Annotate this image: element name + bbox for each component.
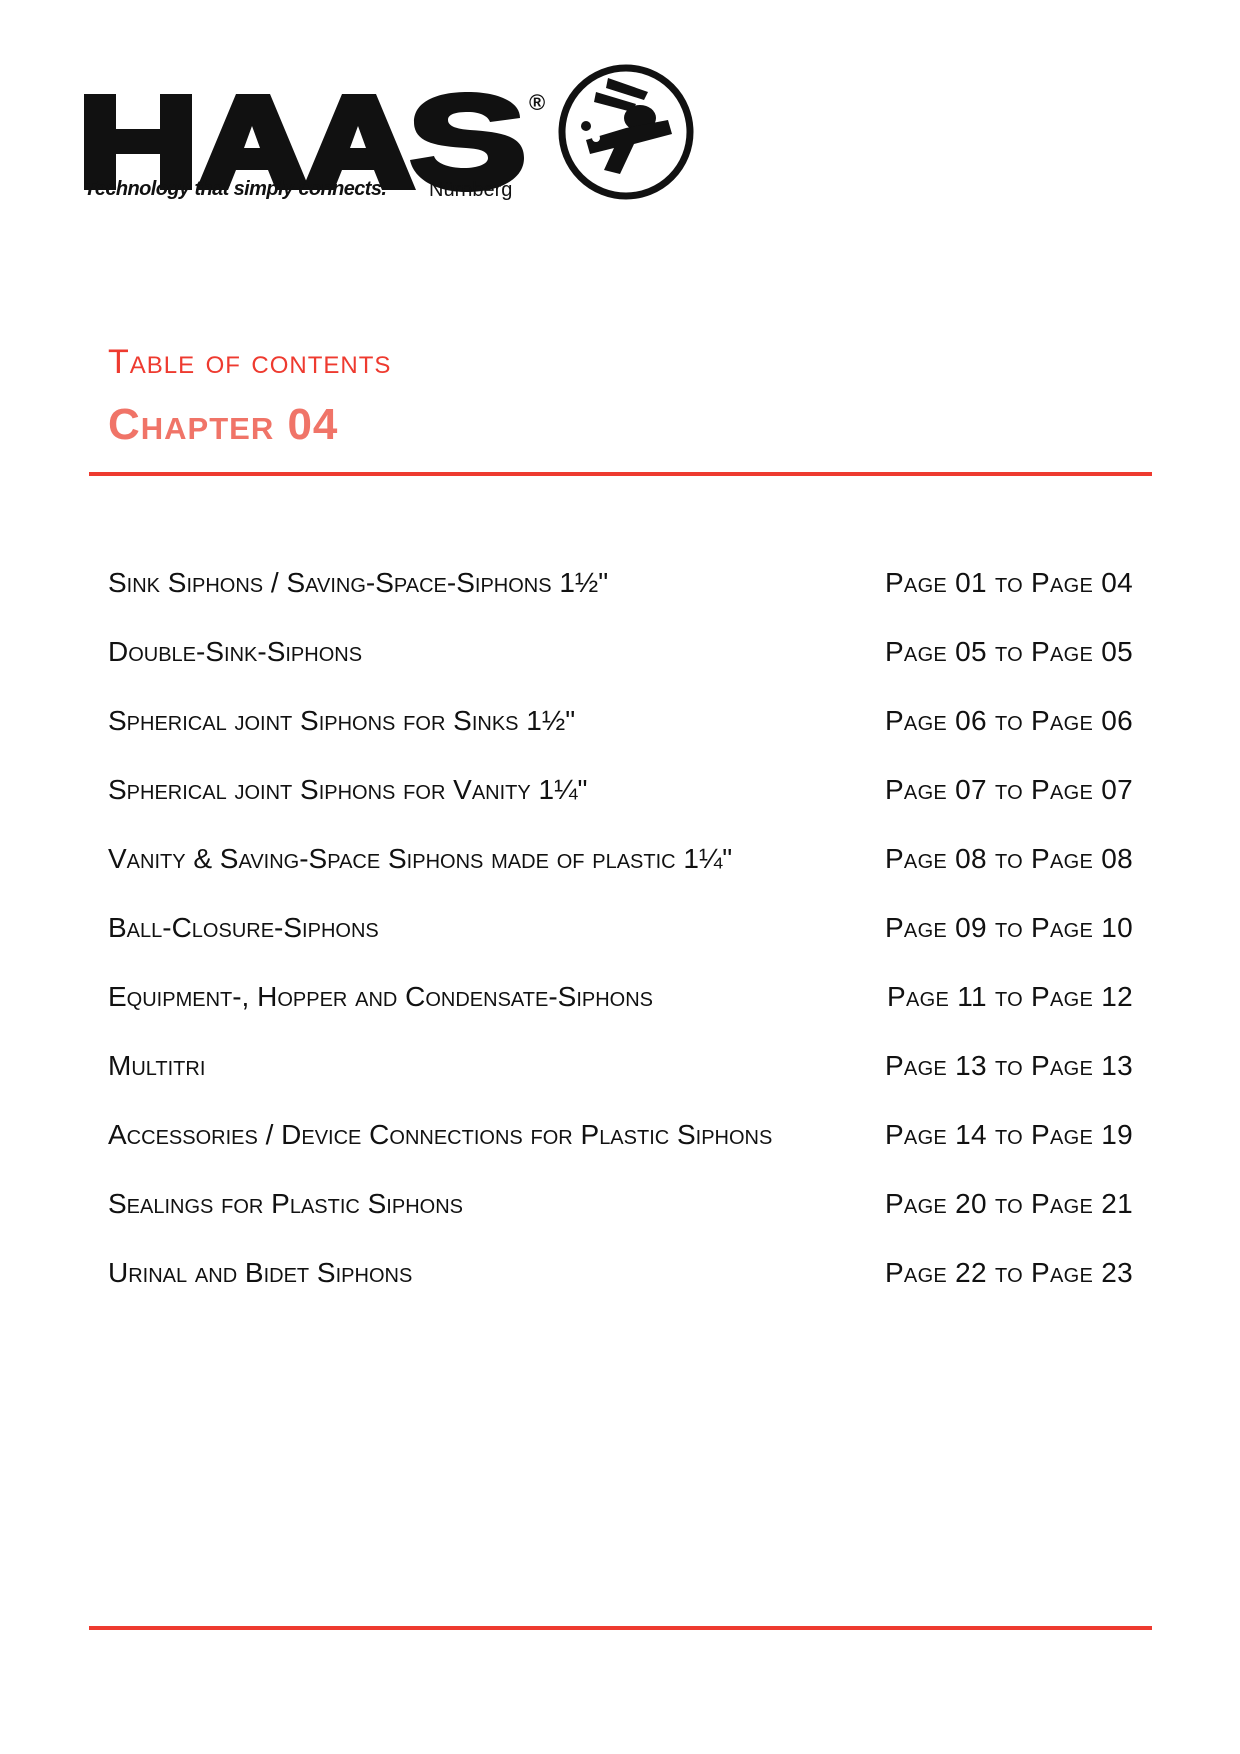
toc-entry-pages: Page 13 to Page 13 bbox=[884, 1050, 1133, 1081]
toc-entry-label: Vanity & Saving-Space Siphons made of plastic 1¼" bbox=[108, 843, 733, 874]
top-divider bbox=[89, 472, 1152, 476]
toc-entry-accessories bbox=[108, 1115, 1133, 1184]
toc-entry-pages: Page 01 to Page 04 bbox=[884, 567, 1133, 598]
toc-entry-pages: Page 08 to Page 08 bbox=[884, 843, 1133, 874]
toc-entry-label: Sealings for Plastic Siphons bbox=[108, 1188, 463, 1219]
toc-entry-spherical-vanity bbox=[108, 770, 1133, 839]
logo-city: Nürnberg bbox=[429, 179, 513, 201]
registered-mark: ® bbox=[529, 90, 546, 115]
toc-entry-equipment-hopper bbox=[108, 977, 1133, 1046]
chapter-title: Chapter 04 bbox=[108, 400, 339, 449]
toc-entry-label: Ball-Closure-Siphons bbox=[108, 912, 379, 943]
toc-entry-pages: Page 11 to Page 12 bbox=[887, 981, 1133, 1012]
toc-entry-spherical-sinks bbox=[108, 701, 1133, 770]
toc-entry-multitri bbox=[108, 1046, 1133, 1115]
toc-entry-sink-siphons bbox=[108, 563, 1133, 632]
toc-entry-pages: Page 06 to Page 06 bbox=[884, 705, 1133, 736]
toc-entry-double-sink-siphons bbox=[108, 632, 1133, 701]
toc-entry-label: Equipment-, Hopper and Condensate-Siphons bbox=[108, 981, 654, 1012]
toc-entry-pages: Page 20 to Page 21 bbox=[884, 1188, 1133, 1219]
bottom-divider bbox=[89, 1626, 1152, 1630]
toc-entry-label: Spherical joint Siphons for Vanity 1¼" bbox=[108, 774, 588, 805]
toc-entry-pages: Page 07 to Page 07 bbox=[884, 774, 1133, 805]
toc-entry-ball-closure bbox=[108, 908, 1133, 977]
toc-entry-label: Spherical joint Siphons for Sinks 1½" bbox=[108, 705, 576, 736]
toc-entry-pages: Page 22 to Page 23 bbox=[884, 1257, 1133, 1288]
toc-entry-sealings bbox=[108, 1184, 1133, 1253]
hare-on-pipe-icon bbox=[556, 62, 696, 202]
toc-entry-label: Double-Sink-Siphons bbox=[108, 636, 363, 667]
toc-entry-urinal-bidet bbox=[108, 1253, 1133, 1322]
haas-wordmark-logo bbox=[84, 72, 524, 192]
toc-entry-label: Multitri bbox=[108, 1050, 206, 1081]
toc-entry-label: Accessories / Device Connections for Plastic Siphons bbox=[108, 1119, 773, 1150]
toc-entry-label: Urinal and Bidet Siphons bbox=[108, 1257, 413, 1288]
toc-entry-pages: Page 09 to Page 10 bbox=[884, 912, 1133, 943]
toc-entry-pages: Page 14 to Page 19 bbox=[884, 1119, 1133, 1150]
haas-logo bbox=[84, 62, 704, 212]
toc-title: Table of contents bbox=[108, 343, 392, 381]
logo-tagline: Technology that simply connects. bbox=[84, 178, 387, 200]
toc-entry-label: Sink Siphons / Saving-Space-Siphons 1½" bbox=[108, 567, 609, 598]
toc-entry-vanity-plastic bbox=[108, 839, 1133, 908]
toc-entry-pages: Page 05 to Page 05 bbox=[884, 636, 1133, 667]
toc-list bbox=[108, 563, 1133, 1322]
